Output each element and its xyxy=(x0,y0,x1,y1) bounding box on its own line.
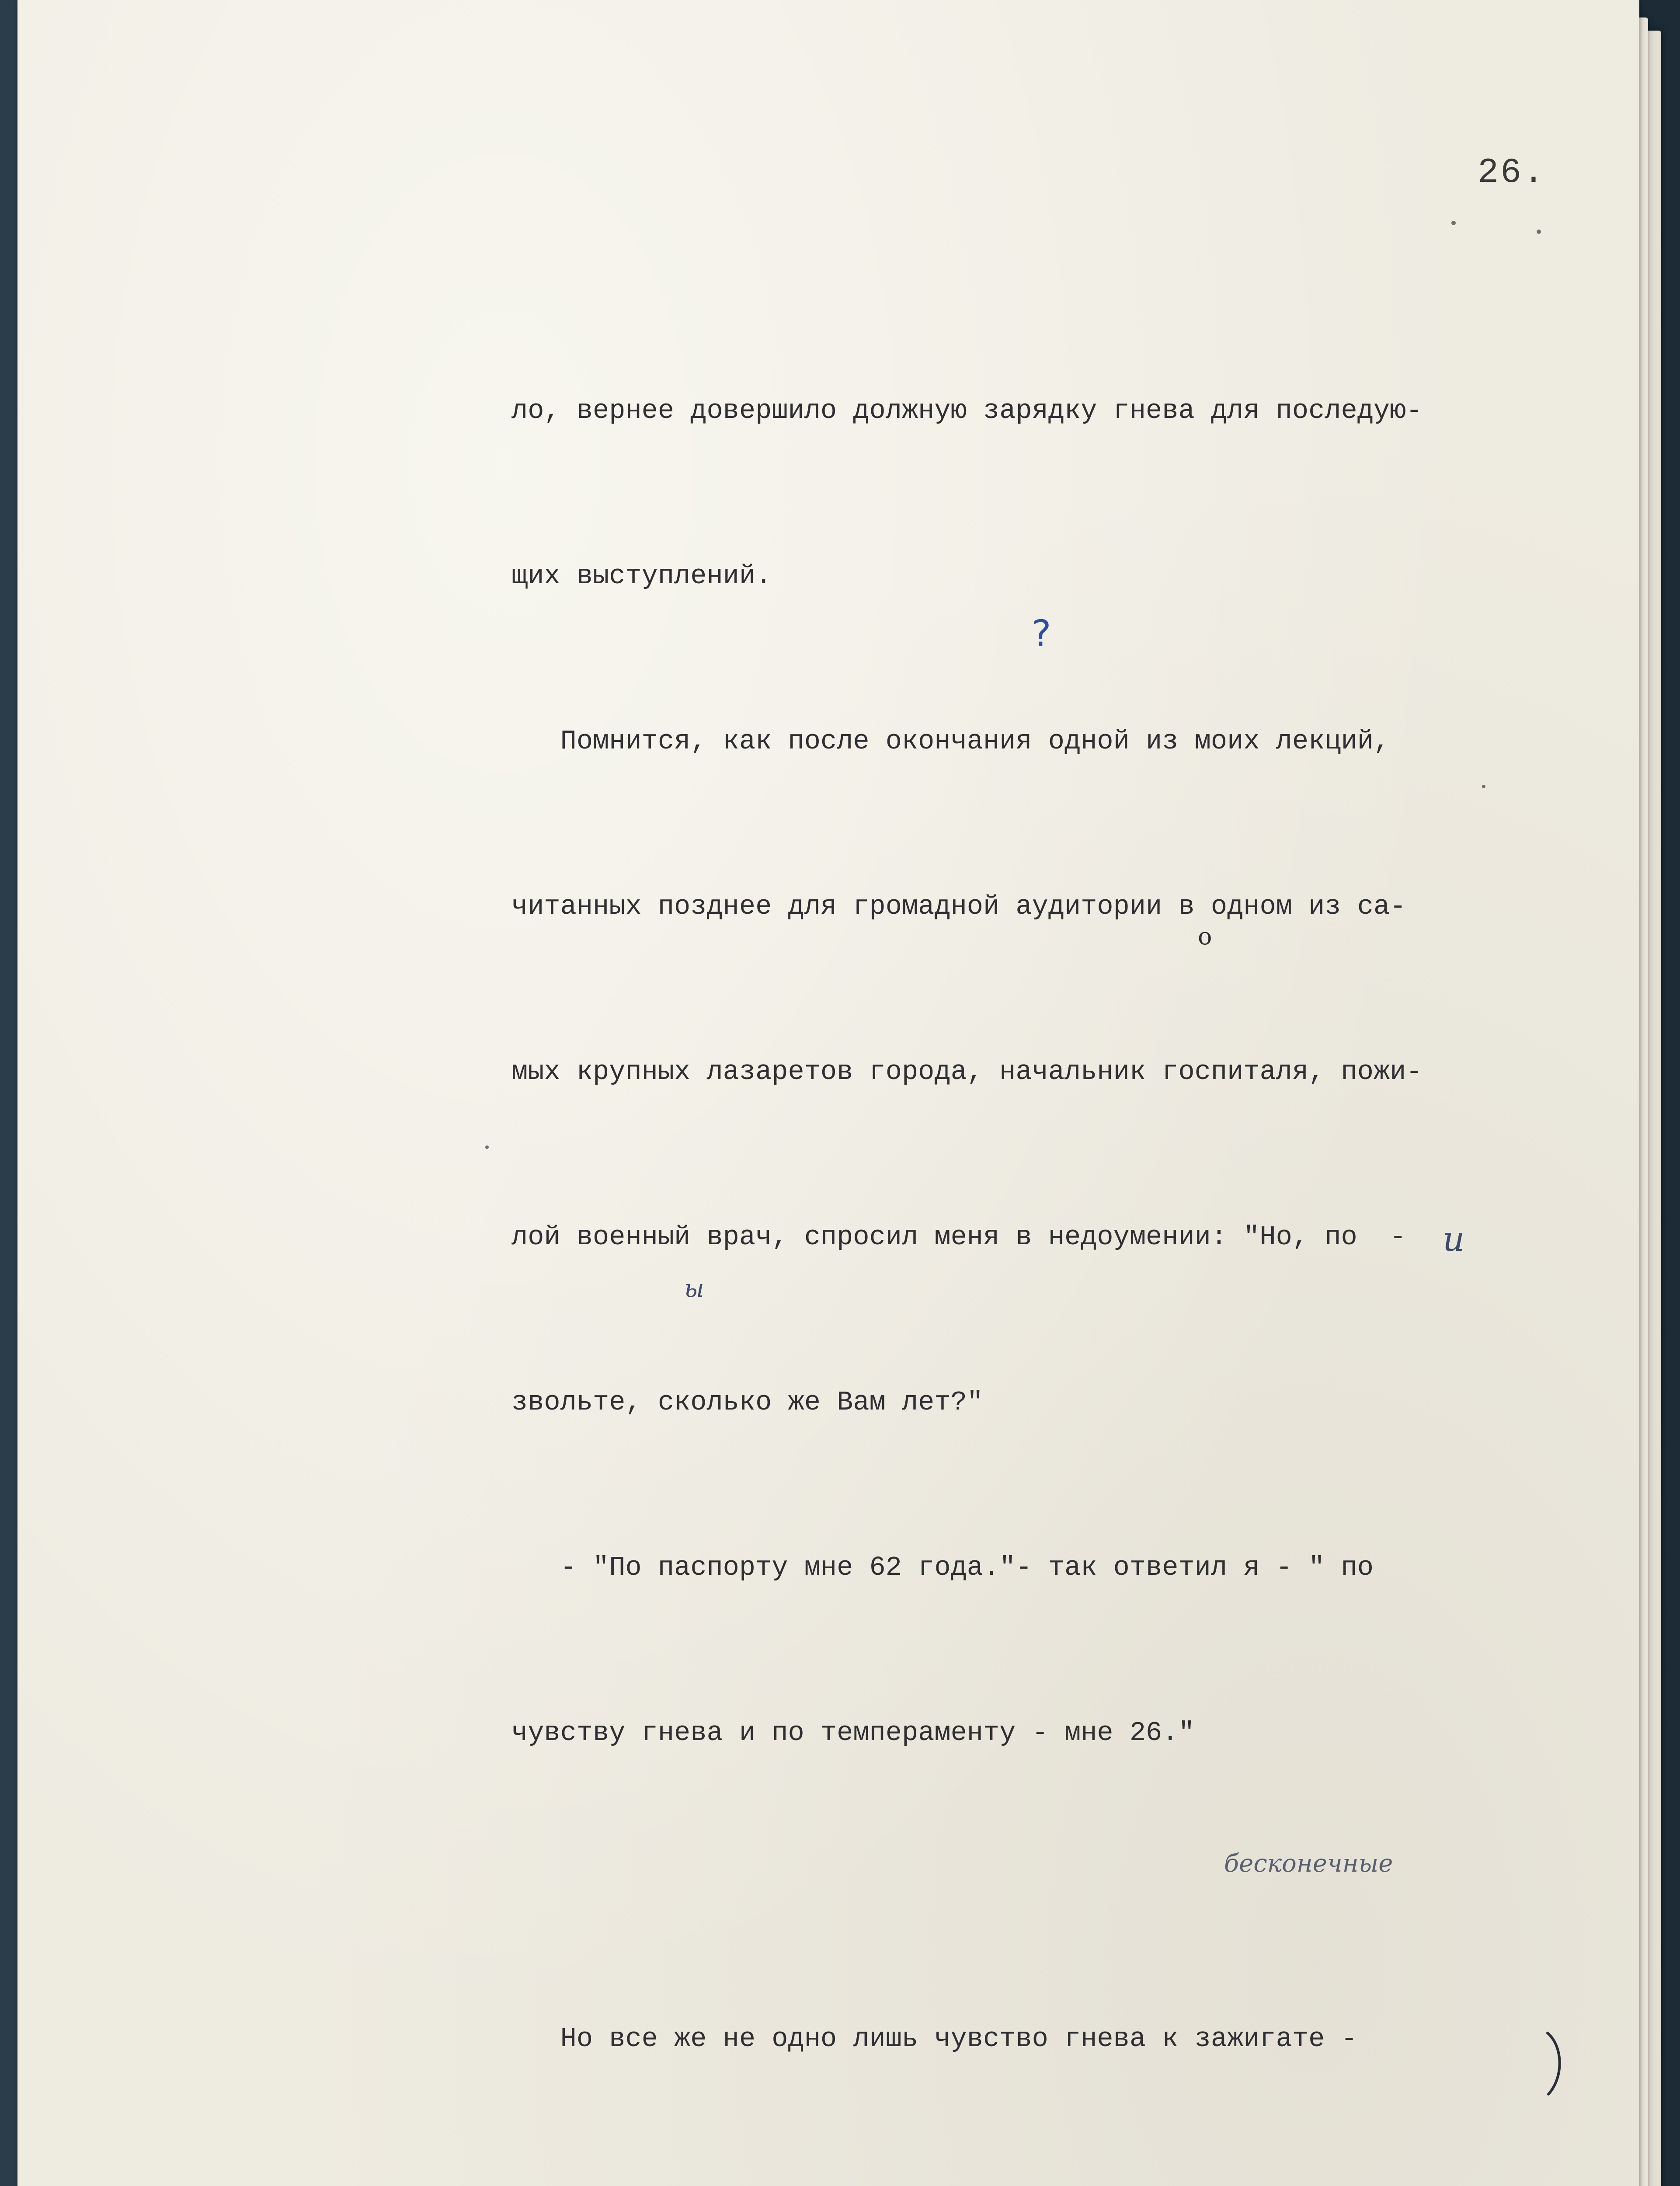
text-line: звольте, сколько же Вам лет?" xyxy=(511,1387,983,1418)
text-line: мых крупных лазаретов города, начальник госпиталя, пожи- xyxy=(511,1056,1423,1087)
text-line: Помнится, как после окончания одной из моих лекций, xyxy=(511,726,1390,757)
text-line xyxy=(511,2177,1587,2186)
text-line: ло, вернее довершило должную зарядку гнева для последую- xyxy=(511,395,1423,426)
text-line: щих выступлений. xyxy=(511,560,772,592)
handwritten-insert-i: и xyxy=(1443,1220,1465,1259)
text-line: читанных позднее для громадной аудитории в одном из са- xyxy=(511,891,1406,922)
ink-speck xyxy=(485,1145,489,1149)
text-line: чувству гнева и по темпераменту - мне 26." xyxy=(511,1717,1195,1748)
handwritten-question-mark: ? xyxy=(1032,612,1051,655)
typewritten-text xyxy=(511,273,1587,2186)
text-line: Но все же не одно лишь чувство гнева к зажигате - xyxy=(511,2023,1357,2054)
ink-speck xyxy=(1537,230,1541,234)
text-line: лой военный врач, спросил меня в недоумении: "Но, по - xyxy=(511,1222,1406,1253)
typed-page xyxy=(17,0,1639,2186)
handwritten-correction: бесконечные xyxy=(1224,1849,1393,1878)
text-line-gap xyxy=(511,1871,1587,1901)
handwritten-insert-o: о xyxy=(1198,922,1212,950)
handwritten-insert-y: ы xyxy=(684,1274,704,1303)
ink-speck xyxy=(1451,221,1456,225)
page-number: 26. xyxy=(1478,153,1546,193)
handwritten-parenthesis-icon xyxy=(1543,2029,1569,2099)
text-line: - "По паспорту мне 62 года."- так ответил я - " по xyxy=(511,1552,1374,1583)
